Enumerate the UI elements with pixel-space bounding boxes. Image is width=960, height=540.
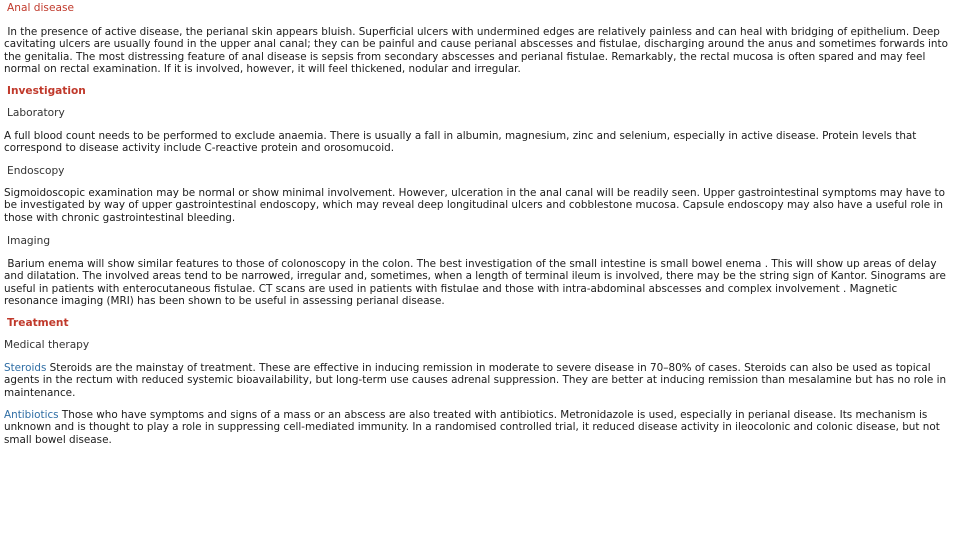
paragraph-steroids xyxy=(4,362,948,399)
steroids-lead: Steroids xyxy=(4,362,47,374)
paragraph-imaging-text: Barium enema will show similar features to those of colonoscopy in the colon. The best investigation of the small intestine is small bowel enema . This will show up areas of delay and dilatation. The involved areas tend to be narrowed, irregular and, sometimes, when a length of terminal ileum is involved, there may be the string sign of Kantor. Sinograms are useful in patients with enterocutaneous fistulae. CT scans are used in patients with fistulae and those with intra-abdominal abscesses and complex involvement . Magnetic resonance imaging (MRI) has been shown to be useful in assessing perianal disease. xyxy=(4,258,946,307)
heading-investigation: Investigation xyxy=(7,85,86,97)
steroids-text: Steroids are the mainstay of treatment. These are effective in inducing remission in moderate to severe disease in 70–80% of cases. Steroids can also be used as topical agents in the rectum with reduced systemic bioavailability, but long-term use causes adrenal suppression. They are better at inducing remission than mesalamine but has no role in maintenance. xyxy=(4,362,947,399)
paragraph-anal-disease xyxy=(4,26,948,75)
antibiotics-lead: Antibiotics xyxy=(4,409,59,421)
heading-treatment: Treatment xyxy=(7,317,69,329)
heading-laboratory: Laboratory xyxy=(7,107,65,119)
heading-anal-disease: Anal disease xyxy=(7,2,74,14)
heading-medical-therapy: Medical therapy xyxy=(4,339,90,351)
antibiotics-text: Those who have symptoms and signs of a mass or an abscess are also treated with antibiotics. Metronidazole is used, especially in perianal disease. Its mechanism is unknown and is thought to play a role in suppressing cell-mediated immunity. In a randomised controlled trial, it reduced disease activity in ileocolonic and colonic disease, but not small bowel disease. xyxy=(4,409,940,446)
paragraph-endoscopy: Sigmoidoscopic examination may be normal or show minimal involvement. However, ulceration in the anal canal will be readily seen. Upper gastrointestinal symptoms may have to be investigated by way of upper gastrointestinal endoscopy, which may reveal deep longitudinal ulcers and cobblestone mucosa. Capsule endoscopy may also have a useful role in those with chronic gastrointestinal bleeding. xyxy=(4,187,945,224)
paragraph-imaging xyxy=(4,258,948,307)
paragraph-anal-disease-text: In the presence of active disease, the perianal skin appears bluish. Superficial ulcers with undermined edges are relatively painless and can heal with bridging of epithelium. Deep cavitating ulcers are usually found in the upper anal canal; they can be painful and cause perianal abscesses and fistulae, discharging around the anus and sometimes forwards into the genitalia. The most distressing feature of anal disease is sepsis from secondary abscesses and perianal fistulae. Remarkably, the rectal mucosa is often spared and may feel normal on rectal examination. If it is involved, however, it will feel thickened, nodular and irregular. xyxy=(4,26,948,75)
heading-endoscopy: Endoscopy xyxy=(7,165,65,177)
paragraph-laboratory: A full blood count needs to be performed to exclude anaemia. There is usually a fall in albumin, magnesium, zinc and selenium, especially in active disease. Protein levels that correspond to disease activity include C-reactive protein and orosomucoid. xyxy=(4,130,917,155)
paragraph-antibiotics xyxy=(4,409,948,446)
heading-imaging: Imaging xyxy=(7,235,51,247)
